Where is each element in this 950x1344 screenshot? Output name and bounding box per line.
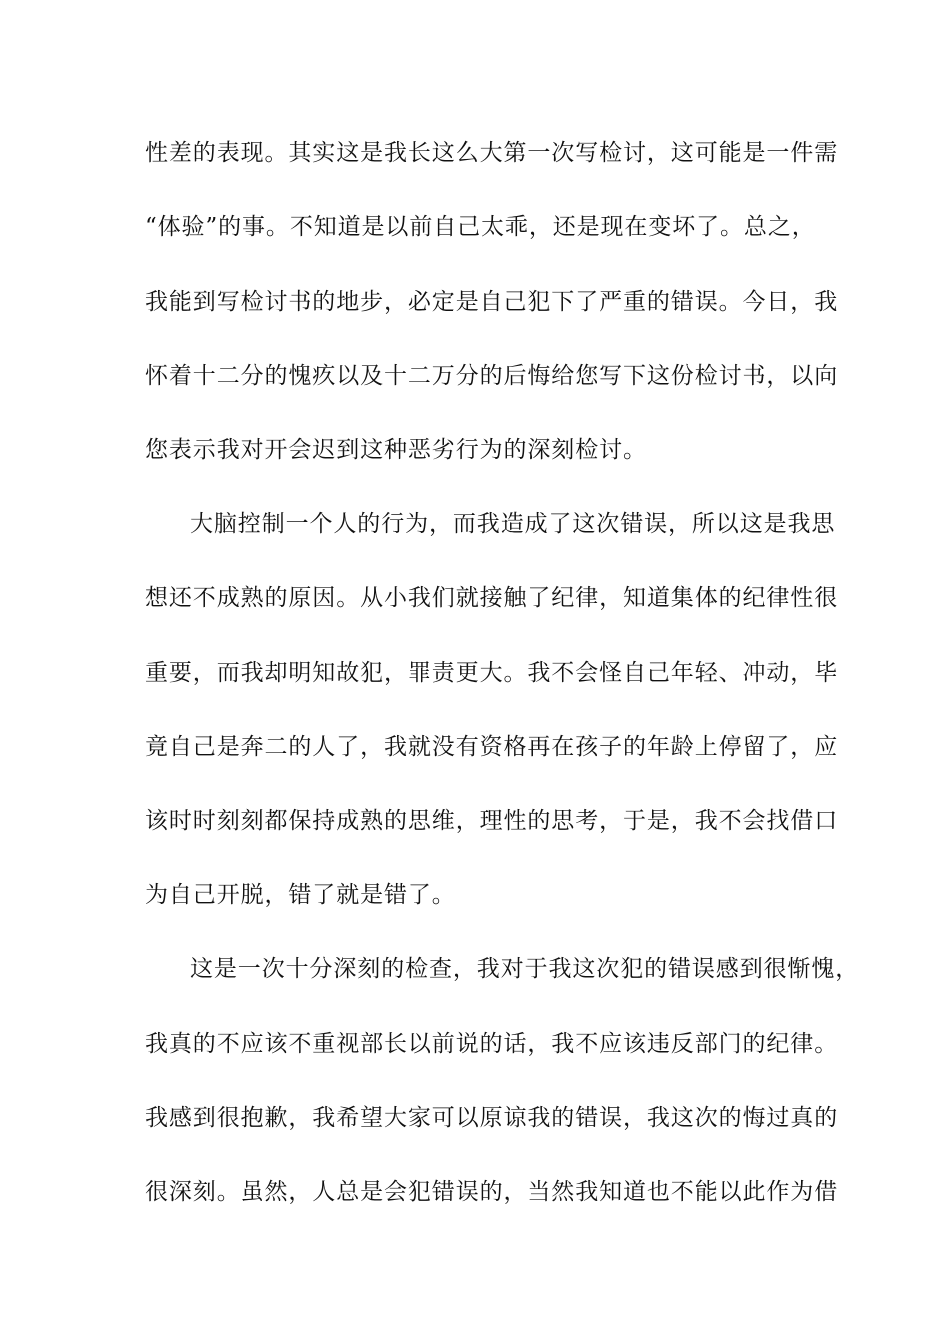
text-line: 很深刻。虽然，人总是会犯错误的，当然我知道也不能以此作为借 [145, 1179, 839, 1205]
paragraph-start-line: 这是一次十分深刻的检查，我对于我这次犯的错误感到很惭愧， [190, 956, 860, 982]
paragraph-start-line: 大脑控制一个人的行为，而我造成了这次错误，所以这是我思 [190, 511, 836, 537]
text-line: 我能到写检讨书的地步，必定是自己犯下了严重的错误。今日，我 [145, 289, 839, 315]
text-line: 该时时刻刻都保持成熟的思维，理性的思考，于是，我不会找借口 [145, 808, 839, 834]
text-line: 竟自己是奔二的人了，我就没有资格再在孩子的年龄上停留了，应 [145, 734, 839, 760]
text-line: “体验”的事。不知道是以前自己太乖，还是现在变坏了。总之， [145, 214, 816, 240]
text-line: 我真的不应该不重视部长以前说的话，我不应该违反部门的纪律。 [145, 1031, 839, 1057]
text-line: 重要，而我却明知故犯，罪责更大。我不会怪自己年轻、冲动，毕 [145, 660, 839, 686]
text-line: 想还不成熟的原因。从小我们就接触了纪律，知道集体的纪律性很 [145, 585, 839, 611]
text-line: 性差的表现。其实这是我长这么大第一次写检讨，这可能是一件需 [145, 140, 839, 166]
text-line: 您表示我对开会迟到这种恶劣行为的深刻检讨。 [145, 437, 647, 463]
text-line: 我感到很抱歉，我希望大家可以原谅我的错误，我这次的悔过真的 [145, 1105, 839, 1131]
text-line: 怀着十二分的愧疚以及十二万分的后悔给您写下这份检讨书，以向 [145, 363, 839, 389]
text-line: 为自己开脱，错了就是错了。 [145, 882, 456, 908]
